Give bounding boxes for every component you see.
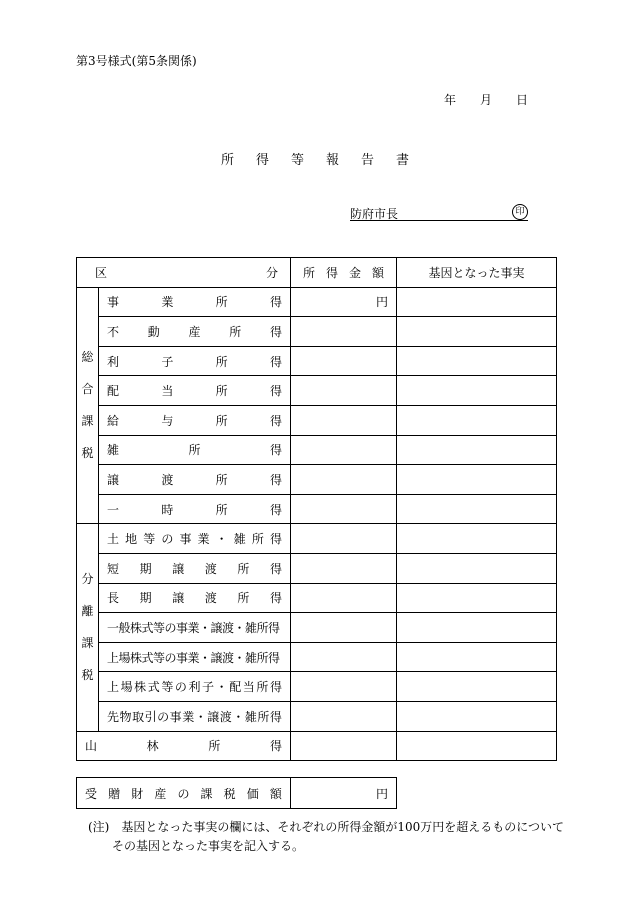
title-char: 等 bbox=[290, 153, 304, 168]
income-type-label bbox=[99, 435, 291, 465]
income-type-char: 事 bbox=[107, 295, 120, 310]
reason-cell[interactable] bbox=[397, 613, 557, 643]
income-type-char: 業 bbox=[182, 709, 195, 724]
income-type-char: 雑 bbox=[107, 443, 120, 458]
reason-cell[interactable] bbox=[397, 346, 557, 376]
title-char: 告 bbox=[361, 153, 375, 168]
income-type-char: 所 bbox=[208, 739, 221, 754]
group-general-char: 総 bbox=[81, 350, 94, 365]
income-type-char: 等 bbox=[161, 680, 174, 695]
amount-cell[interactable] bbox=[291, 613, 397, 643]
gift-label-char: 産 bbox=[154, 786, 167, 801]
table-row bbox=[77, 672, 557, 702]
income-type-char: 事 bbox=[179, 532, 192, 547]
income-type-char: 渡 bbox=[161, 472, 174, 487]
reason-cell[interactable] bbox=[397, 465, 557, 495]
amount-cell[interactable] bbox=[291, 317, 397, 347]
gift-label-char: 贈 bbox=[108, 786, 121, 801]
income-table bbox=[76, 257, 557, 761]
income-type-char: 取 bbox=[132, 709, 145, 724]
header-amount bbox=[291, 258, 397, 288]
income-type-char: 当 bbox=[242, 680, 255, 695]
group-separate-char: 分 bbox=[81, 572, 94, 587]
amount-cell[interactable] bbox=[291, 405, 397, 435]
amount-cell[interactable] bbox=[291, 435, 397, 465]
date-year-label: 年 bbox=[444, 93, 457, 107]
income-type-char: 業 bbox=[197, 532, 210, 547]
income-type-label bbox=[99, 317, 291, 347]
group-general bbox=[77, 287, 99, 524]
income-type-char: 譲 bbox=[172, 561, 185, 576]
income-type-char: 動 bbox=[147, 324, 160, 339]
reason-cell[interactable] bbox=[397, 642, 557, 672]
reason-cell[interactable] bbox=[397, 583, 557, 613]
group-separate-char: 離 bbox=[81, 604, 94, 619]
income-type-label bbox=[99, 376, 291, 406]
title-char: 報 bbox=[326, 153, 340, 168]
table-header-row bbox=[77, 258, 557, 288]
addressee-line bbox=[350, 205, 528, 221]
group-separate-char: 税 bbox=[81, 668, 94, 683]
income-type-char: ・ bbox=[215, 680, 228, 695]
table-row bbox=[77, 465, 557, 495]
income-type-char: 得 bbox=[269, 295, 282, 310]
income-type-char: 得 bbox=[269, 709, 282, 724]
amount-cell[interactable] bbox=[291, 701, 397, 731]
table-row bbox=[77, 583, 557, 613]
date-day-label: 日 bbox=[516, 93, 529, 107]
income-type-char: 場 bbox=[120, 680, 133, 695]
gift-label-char: 受 bbox=[85, 786, 98, 801]
income-type-label bbox=[99, 405, 291, 435]
income-type-char: 所 bbox=[215, 472, 228, 487]
header-reason: 基因となった事実 bbox=[397, 258, 557, 288]
gift-label-char: 税 bbox=[223, 786, 236, 801]
income-type-char: ・ bbox=[232, 709, 245, 724]
income-type-char: 業 bbox=[161, 295, 174, 310]
income-type-label bbox=[99, 672, 291, 702]
reason-cell[interactable] bbox=[397, 435, 557, 465]
gift-table bbox=[76, 777, 397, 809]
income-type-char: 事 bbox=[169, 709, 182, 724]
amount-cell[interactable] bbox=[291, 672, 397, 702]
note bbox=[88, 818, 568, 856]
income-type-char: 得 bbox=[269, 502, 282, 517]
income-type-char: 産 bbox=[188, 324, 201, 339]
income-type-char: 等 bbox=[143, 532, 156, 547]
table-row bbox=[77, 317, 557, 347]
income-type-char: 所 bbox=[237, 591, 250, 606]
note-line-1: (注) 基因となった事実の欄には、それぞれの所得金額が100万円を超えるものについて bbox=[88, 820, 565, 834]
income-type-label bbox=[99, 465, 291, 495]
income-type-char: 不 bbox=[107, 324, 120, 339]
income-type-char: 長 bbox=[107, 591, 120, 606]
reason-cell[interactable] bbox=[397, 553, 557, 583]
gift-label-char: の bbox=[177, 786, 190, 801]
reason-cell[interactable] bbox=[397, 731, 557, 761]
date-line bbox=[444, 91, 528, 108]
group-general-char: 課 bbox=[81, 414, 94, 429]
amount-cell[interactable] bbox=[291, 553, 397, 583]
income-type-char: 所 bbox=[251, 532, 264, 547]
table-row bbox=[77, 524, 557, 554]
note-line-2: その基因となった事実を記入する。 bbox=[112, 839, 305, 853]
header-category: 区 分 bbox=[77, 258, 291, 288]
reason-cell[interactable] bbox=[397, 701, 557, 731]
gift-label-char: 財 bbox=[131, 786, 144, 801]
amount-cell[interactable] bbox=[291, 465, 397, 495]
income-type-char: 山 bbox=[85, 739, 98, 754]
income-type-char: の bbox=[174, 680, 187, 695]
gift-row bbox=[77, 778, 397, 809]
table-row bbox=[77, 613, 557, 643]
income-type-char: 一 bbox=[107, 502, 120, 517]
reason-cell[interactable] bbox=[397, 317, 557, 347]
income-type-char: 株 bbox=[134, 680, 147, 695]
table-row bbox=[77, 553, 557, 583]
income-type-char: 配 bbox=[229, 680, 242, 695]
income-type-char: 得 bbox=[269, 561, 282, 576]
income-type-char: 得 bbox=[269, 532, 282, 547]
income-type-char: ・ bbox=[215, 532, 228, 547]
income-type-char: 引 bbox=[144, 709, 157, 724]
gift-label-char: 額 bbox=[269, 786, 282, 801]
amount-header-char: 額 bbox=[371, 265, 384, 280]
table-row bbox=[77, 376, 557, 406]
amount-cell[interactable]: 円 bbox=[291, 287, 397, 317]
reason-cell[interactable] bbox=[397, 672, 557, 702]
income-type-char: 期 bbox=[139, 561, 152, 576]
income-type-char: 得 bbox=[269, 354, 282, 369]
income-type-char: 時 bbox=[161, 502, 174, 517]
income-type-char: 渡 bbox=[204, 591, 217, 606]
income-type-char: 渡 bbox=[219, 709, 232, 724]
income-type-label bbox=[99, 494, 291, 524]
gift-label-char: 価 bbox=[246, 786, 259, 801]
income-type-char: 所 bbox=[215, 413, 228, 428]
income-type-char: 林 bbox=[146, 739, 159, 754]
seal-mark: 印 bbox=[512, 204, 528, 220]
income-type-char: 得 bbox=[269, 472, 282, 487]
reason-cell[interactable] bbox=[397, 524, 557, 554]
income-type-char: 所 bbox=[237, 561, 250, 576]
addressee-name: 防府市長 bbox=[350, 207, 399, 221]
income-type-char: 先 bbox=[107, 709, 120, 724]
table-row bbox=[77, 287, 557, 317]
income-type-char: 子 bbox=[161, 354, 174, 369]
income-type-char: の bbox=[157, 709, 170, 724]
table-row bbox=[77, 642, 557, 672]
income-type-char: 得 bbox=[269, 591, 282, 606]
amount-cell[interactable] bbox=[291, 524, 397, 554]
income-type-label bbox=[99, 613, 291, 643]
income-type-label bbox=[99, 583, 291, 613]
table-row bbox=[77, 346, 557, 376]
income-type-char: 上 bbox=[107, 680, 120, 695]
income-type-char: 地 bbox=[125, 532, 138, 547]
amount-header-char: 得 bbox=[325, 265, 338, 280]
income-type-char: 利 bbox=[107, 354, 120, 369]
income-type-char: 所 bbox=[229, 324, 242, 339]
reason-cell[interactable] bbox=[397, 494, 557, 524]
income-type-char: 所 bbox=[215, 295, 228, 310]
income-type-char: 短 bbox=[107, 561, 120, 576]
group-separate bbox=[77, 524, 99, 731]
income-type-char: 雑 bbox=[244, 709, 257, 724]
income-type-char: 利 bbox=[188, 680, 201, 695]
gift-amount-input[interactable]: 円 bbox=[291, 778, 397, 809]
reason-cell[interactable] bbox=[397, 405, 557, 435]
table-row bbox=[77, 435, 557, 465]
income-type-char: 与 bbox=[161, 413, 174, 428]
income-type-char: 給 bbox=[107, 413, 120, 428]
table-row bbox=[77, 405, 557, 435]
group-separate-char: 課 bbox=[81, 636, 94, 651]
income-type-text: 上場株式等の事業・譲渡・雑所得 bbox=[107, 650, 280, 665]
income-type-char: 得 bbox=[269, 324, 282, 339]
amount-cell[interactable] bbox=[291, 731, 397, 761]
group-general-char: 税 bbox=[81, 446, 94, 461]
amount-cell[interactable] bbox=[291, 642, 397, 672]
income-type-char: 得 bbox=[269, 680, 282, 695]
income-type-label bbox=[99, 701, 291, 731]
income-type-char: 譲 bbox=[172, 591, 185, 606]
table-row bbox=[77, 494, 557, 524]
gift-label bbox=[77, 778, 291, 809]
amount-cell[interactable] bbox=[291, 346, 397, 376]
income-type-char: 所 bbox=[257, 709, 270, 724]
income-type-char: 譲 bbox=[107, 472, 120, 487]
income-type-label bbox=[99, 553, 291, 583]
income-type-char: 期 bbox=[139, 591, 152, 606]
income-type-char: 所 bbox=[215, 502, 228, 517]
income-type-label bbox=[99, 642, 291, 672]
amount-header-char: 金 bbox=[348, 265, 361, 280]
income-type-char: 所 bbox=[215, 384, 228, 399]
income-type-char: 得 bbox=[269, 739, 282, 754]
income-type-char: ・ bbox=[194, 709, 207, 724]
amount-cell[interactable] bbox=[291, 494, 397, 524]
income-type-label bbox=[99, 524, 291, 554]
income-type-char: 物 bbox=[119, 709, 132, 724]
income-type-text: 一般株式等の事業・譲渡・雑所得 bbox=[107, 620, 280, 635]
amount-header-char: 所 bbox=[303, 265, 316, 280]
income-type-char: 土 bbox=[107, 532, 120, 547]
income-type-char: 渡 bbox=[204, 561, 217, 576]
income-type-char: の bbox=[161, 532, 174, 547]
income-type-char: 子 bbox=[202, 680, 215, 695]
income-type-char: 所 bbox=[256, 680, 269, 695]
income-type-label bbox=[99, 346, 291, 376]
income-type-char: 当 bbox=[161, 384, 174, 399]
income-type-char: 雑 bbox=[233, 532, 246, 547]
title-char: 得 bbox=[255, 153, 269, 168]
income-type-label bbox=[99, 287, 291, 317]
reason-cell[interactable] bbox=[397, 287, 557, 317]
title-char: 所 bbox=[220, 153, 234, 168]
gift-label-char: 課 bbox=[200, 786, 213, 801]
income-type-char: 配 bbox=[107, 384, 120, 399]
income-type-char: 得 bbox=[269, 413, 282, 428]
income-type-char: 式 bbox=[147, 680, 160, 695]
income-type-char: 得 bbox=[269, 384, 282, 399]
amount-cell[interactable] bbox=[291, 376, 397, 406]
income-type-char: 所 bbox=[215, 354, 228, 369]
date-month-label: 月 bbox=[480, 93, 493, 107]
income-type-char: 得 bbox=[269, 443, 282, 458]
income-type-char: 譲 bbox=[207, 709, 220, 724]
table-row bbox=[77, 731, 557, 761]
document-title bbox=[0, 149, 630, 168]
title-char: 書 bbox=[396, 153, 410, 168]
table-row bbox=[77, 701, 557, 731]
group-general-char: 合 bbox=[81, 382, 94, 397]
reason-cell[interactable] bbox=[397, 376, 557, 406]
form-number: 第3号様式(第5条関係) bbox=[76, 54, 197, 68]
income-type-char: 所 bbox=[188, 443, 201, 458]
amount-cell[interactable] bbox=[291, 583, 397, 613]
income-type-label bbox=[77, 731, 291, 761]
